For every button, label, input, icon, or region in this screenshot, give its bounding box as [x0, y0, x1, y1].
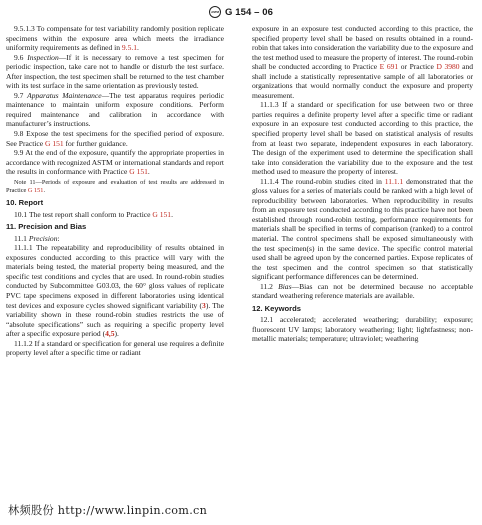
paragraph-heading: Precision	[28, 233, 58, 243]
standard-designation: G 154 – 06	[224, 6, 273, 18]
paragraph-9-5-1-3: 9.5.1.3 To compensate for test variability randomly position replicate specimens within the exposure area which meets the irradiance uniformity requirements as defined in 9.5.1.	[6, 24, 224, 53]
ref-link-g151[interactable]: G 151	[152, 209, 172, 219]
paragraph-11-1-2: 11.1.2 If a standard or specification for general use requires a definite property level after a specific time or radiant	[6, 338, 224, 358]
paragraph-12-1: 12.1 accelerated; accelerated weathering; durability; exposure; fluorescent UV lamps; laboratory weathering; light; lightfastness; non-metallic materials; temperature; ultraviolet; weathering	[252, 315, 473, 344]
paragraph-9-7: 9.7 Apparatus Maintenance—The test apparatus requires periodic maintenance to maintain uniform exposure conditions. Perform required maintenance and calibration in accordance with manufacturer’s instructions.	[6, 90, 224, 129]
left-column	[6, 24, 224, 358]
ref-link-g151[interactable]: G 151	[44, 138, 64, 148]
section-heading-keywords: 12. Keywords	[252, 303, 301, 313]
paragraph-11-1-3: 11.1.3 If a standard or specification for use between two or three parties requires a definite property level after a specific time or radiant exposure in an exposure test conducted according to this practice, the specified property level shall be based on statistical analysis of results from at least two separate, independent exposures in each laboratory. The design of the experiment used to determine the specification shall take into consideration the variability due to the exposure and the test method used to measure the property of interest.	[252, 100, 473, 177]
paragraph-9-6: 9.6 Inspection—If it is necessary to remove a test specimen for periodic inspection, take care not to handle or disturb the test surface. After inspection, the test specimen shall be returned to the test chamber with its test surface in the same orientation as previously tested.	[6, 52, 224, 91]
paragraph-11-1: 11.1 Precision:	[14, 233, 60, 243]
paragraph-heading: Apparatus Maintenance	[27, 90, 102, 100]
section-heading-precision-bias: 11. Precision and Bias	[6, 222, 87, 232]
ref-link-4-5[interactable]: 4,5	[105, 329, 115, 339]
page-header	[0, 5, 482, 19]
ref-link-g151[interactable]: G 151	[129, 167, 148, 177]
footer-watermark: 林频股份 http://www.linpin.com.cn	[8, 504, 208, 517]
right-column	[252, 24, 473, 344]
paragraph-9-8: 9.8 Expose the test specimens for the specified period of exposure. See Practice G 151 for further guidance.	[6, 129, 224, 148]
ref-link-11-1-1[interactable]: 11.1.1	[384, 176, 404, 186]
section-heading-report: 10. Report	[6, 198, 44, 208]
paragraph-9-9: 9.9 At the end of the exposure, quantify the appropriate properties in accordance with recognized ASTM or international standards and report the results in conformance with Practice G 151.	[6, 148, 224, 177]
note-11: Note 11—Periods of exposure and evaluation of test results are addressed in Practice G 151.	[6, 178, 224, 194]
ref-link-e691[interactable]: E 691	[379, 62, 399, 72]
paragraph-11-1-4: 11.1.4 The round-robin studies cited in 11.1.1 demonstrated that the gloss values for a series of materials could be ranked with a high level of reproducibility between laboratories. When reproducibility in results from an exposure test conducted according to this practice have not been established through round-robin testing, performance requirements for materials shall be specified in terms of comparison (ranked) to a control material. The control specimens shall be exposed simultaneously with the test specimen(s) in the same device. The specific control material used shall be agreed upon by the concerned parties. Expose replicates of the test specimen and the control specimen so that statistically significant performance differences can be determined.	[252, 176, 473, 282]
paragraph-11-1-1: 11.1.1 The repeatability and reproducibility of results obtained in exposures conducted according to this practice will vary with the materials being tested, the material property being measured, and the specific test conditions and cycles that are used. In round-robin studies conducted by Subcommittee G03.03, the 60° gloss values of replicate PVC tape specimens exposed in different laboratories using identical test devices and exposure cycles showed significant variability (3). The variability shown in these round-robin studies restricts the use of “absolute specifications” such as requiring a specific property level after a specific exposure period (4,5).	[6, 243, 224, 339]
ref-link-9-5-1[interactable]: 9.5.1	[121, 43, 137, 53]
paragraph-heading: Bias	[278, 281, 292, 291]
astm-logo-icon: ASTM	[209, 6, 221, 18]
ref-link-g151[interactable]: G 151	[27, 186, 44, 194]
paragraph-11-1-2-cont: exposure in an exposure test conducted according to this practice, the specified property level shall be based on results obtained in a round-robin that takes into consideration the variability due to the exposure and the test method used to measure the property of interest. The round-robin shall be conducted according to Practice E 691 or Practice D 3980 and shall include a statistically representative sample of all laboratories or organizations that would normally conduct the exposure and property measurement.	[252, 24, 474, 100]
ref-link-3[interactable]: 3	[202, 300, 206, 310]
paragraph-heading: Inspection	[27, 52, 59, 62]
paragraph-11-2: 11.2 Bias—Bias can not be determined because no acceptable standard weathering reference materials are available.	[252, 281, 473, 301]
ref-link-d3980[interactable]: D 3980	[436, 62, 460, 72]
paragraph-10-1: 10.1 The test report shall conform to Practice G 151.	[14, 209, 173, 219]
